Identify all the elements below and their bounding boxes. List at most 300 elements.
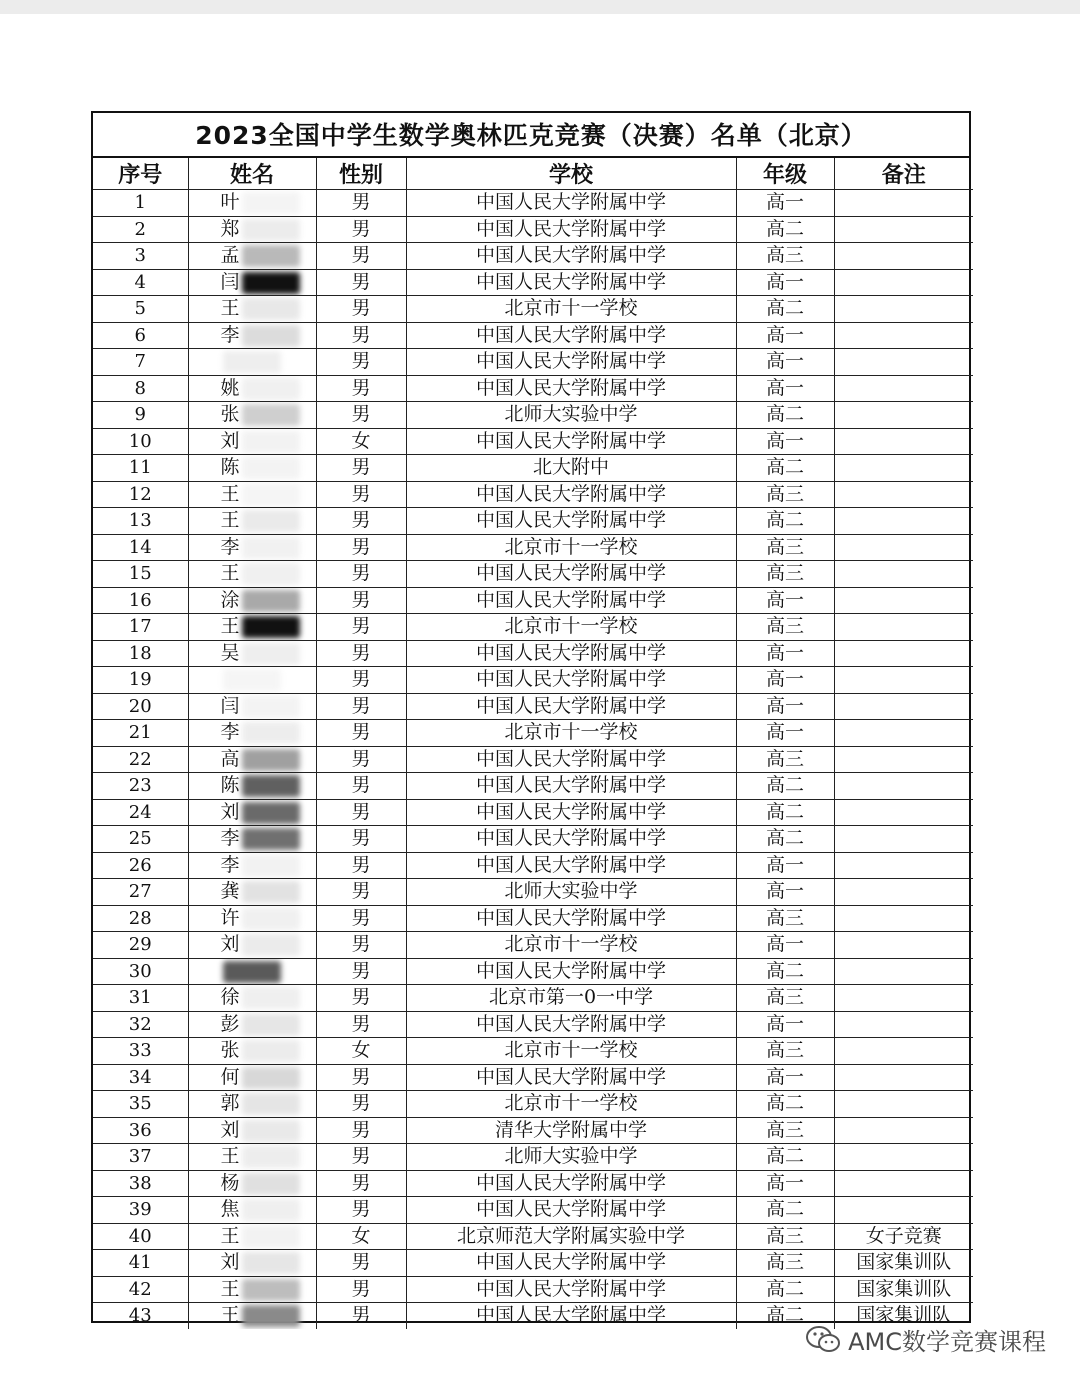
table-row — [93, 852, 973, 879]
cell-note — [834, 985, 973, 1012]
cell-gender: 男 — [316, 508, 406, 535]
cell-gender: 男 — [316, 1197, 406, 1224]
cell-note — [834, 1144, 973, 1171]
cell-no: 32 — [93, 1011, 188, 1038]
cell-no: 5 — [93, 296, 188, 323]
cell-no: 26 — [93, 852, 188, 879]
name-surname: 闫 — [220, 270, 240, 293]
cell-name — [188, 746, 316, 773]
table-row — [93, 1144, 973, 1171]
cell-school: 中国人民大学附属中学 — [406, 640, 736, 667]
name-redaction — [242, 749, 300, 771]
cell-no: 23 — [93, 773, 188, 800]
cell-grade: 高一 — [736, 693, 834, 720]
name-surname: 龚 — [220, 880, 240, 903]
table-row — [93, 216, 973, 243]
cell-note — [834, 322, 973, 349]
cell-gender: 女 — [316, 1038, 406, 1065]
cell-no: 11 — [93, 455, 188, 482]
cell-note: 国家集训队 — [834, 1276, 973, 1303]
cell-name — [188, 773, 316, 800]
name-redaction — [242, 537, 300, 559]
name-surname: 叶 — [220, 191, 240, 214]
top-bar — [0, 0, 1080, 14]
cell-no: 28 — [93, 905, 188, 932]
cell-note — [834, 932, 973, 959]
cell-name — [188, 296, 316, 323]
cell-grade: 高一 — [736, 349, 834, 376]
name-surname: 涂 — [220, 588, 240, 611]
cell-school: 北京市十一学校 — [406, 534, 736, 561]
cell-name — [188, 1303, 316, 1329]
name-surname: 刘 — [220, 429, 240, 452]
name-redaction — [242, 855, 300, 877]
name-surname: 杨 — [220, 1171, 240, 1194]
cell-grade: 高二 — [736, 1303, 834, 1329]
cell-school: 北大附中 — [406, 455, 736, 482]
cell-gender: 男 — [316, 243, 406, 270]
cell-gender: 男 — [316, 402, 406, 429]
cell-school: 中国人民大学附属中学 — [406, 428, 736, 455]
cell-note — [834, 1197, 973, 1224]
table-row — [93, 296, 973, 323]
cell-grade: 高一 — [736, 190, 834, 217]
cell-note: 女子竞赛 — [834, 1223, 973, 1250]
cell-gender: 男 — [316, 296, 406, 323]
name-redaction — [242, 219, 300, 241]
cell-school: 北京市十一学校 — [406, 720, 736, 747]
table-row — [93, 428, 973, 455]
cell-name — [188, 1038, 316, 1065]
name-surname: 何 — [220, 1065, 240, 1088]
name-redaction — [242, 1173, 300, 1195]
cell-note — [834, 1091, 973, 1118]
cell-school: 清华大学附属中学 — [406, 1117, 736, 1144]
cell-school: 中国人民大学附属中学 — [406, 243, 736, 270]
table-row — [93, 746, 973, 773]
cell-note — [834, 693, 973, 720]
cell-gender: 男 — [316, 1144, 406, 1171]
cell-note — [834, 746, 973, 773]
name-redaction — [242, 881, 300, 903]
name-surname: 张 — [220, 1039, 240, 1062]
cell-gender: 男 — [316, 322, 406, 349]
cell-gender: 男 — [316, 587, 406, 614]
name-surname: 刘 — [220, 1251, 240, 1274]
table-row — [93, 640, 973, 667]
cell-note — [834, 508, 973, 535]
cell-name — [188, 879, 316, 906]
table-row — [93, 720, 973, 747]
cell-school: 中国人民大学附属中学 — [406, 773, 736, 800]
name-redaction — [242, 431, 300, 453]
cell-school: 中国人民大学附属中学 — [406, 1303, 736, 1329]
cell-grade: 高三 — [736, 614, 834, 641]
cell-gender: 男 — [316, 640, 406, 667]
col-header-gender: 性别 — [316, 158, 406, 190]
cell-no: 29 — [93, 932, 188, 959]
name-surname: 王 — [220, 562, 240, 585]
cell-note — [834, 349, 973, 376]
cell-no: 1 — [93, 190, 188, 217]
cell-name — [188, 720, 316, 747]
col-header-name: 姓名 — [188, 158, 316, 190]
cell-no: 19 — [93, 667, 188, 694]
cell-name — [188, 826, 316, 853]
cell-no: 9 — [93, 402, 188, 429]
cell-note — [834, 1038, 973, 1065]
cell-school: 中国人民大学附属中学 — [406, 1276, 736, 1303]
cell-school: 北京市十一学校 — [406, 932, 736, 959]
cell-gender: 男 — [316, 879, 406, 906]
cell-grade: 高一 — [736, 428, 834, 455]
name-redaction — [242, 987, 300, 1009]
cell-gender: 男 — [316, 349, 406, 376]
cell-grade: 高二 — [736, 296, 834, 323]
cell-name — [188, 1250, 316, 1277]
cell-school: 北京市十一学校 — [406, 1091, 736, 1118]
name-redaction — [242, 1093, 300, 1115]
cell-grade: 高三 — [736, 1117, 834, 1144]
name-redaction — [242, 457, 300, 479]
name-redaction — [242, 616, 300, 638]
cell-school: 中国人民大学附属中学 — [406, 349, 736, 376]
cell-grade: 高一 — [736, 879, 834, 906]
cell-grade: 高三 — [736, 1038, 834, 1065]
name-surname: 刘 — [220, 800, 240, 823]
name-redaction — [242, 1146, 300, 1168]
cell-note — [834, 216, 973, 243]
cell-gender: 男 — [316, 958, 406, 985]
col-header-no: 序号 — [93, 158, 188, 190]
roster-body — [93, 190, 973, 1329]
cell-gender: 男 — [316, 1303, 406, 1329]
cell-gender: 男 — [316, 799, 406, 826]
cell-note — [834, 826, 973, 853]
cell-no: 12 — [93, 481, 188, 508]
name-surname: 刘 — [220, 933, 240, 956]
table-row — [93, 1170, 973, 1197]
cell-school: 中国人民大学附属中学 — [406, 667, 736, 694]
cell-school: 中国人民大学附属中学 — [406, 693, 736, 720]
cell-grade: 高一 — [736, 1170, 834, 1197]
table-row — [93, 1038, 973, 1065]
name-redaction — [242, 828, 300, 850]
name-surname: 李 — [220, 721, 240, 744]
name-surname: 王 — [220, 1304, 240, 1327]
cell-name — [188, 958, 316, 985]
table-row — [93, 879, 973, 906]
cell-grade: 高三 — [736, 905, 834, 932]
cell-grade: 高一 — [736, 1011, 834, 1038]
cell-name — [188, 1197, 316, 1224]
table-row — [93, 1091, 973, 1118]
cell-name — [188, 1064, 316, 1091]
cell-gender: 男 — [316, 216, 406, 243]
cell-note — [834, 534, 973, 561]
cell-no: 38 — [93, 1170, 188, 1197]
name-redaction — [223, 351, 281, 373]
table-row — [93, 826, 973, 853]
cell-no: 22 — [93, 746, 188, 773]
table-row — [93, 587, 973, 614]
table-row — [93, 799, 973, 826]
table-row — [93, 375, 973, 402]
cell-no: 4 — [93, 269, 188, 296]
cell-name — [188, 905, 316, 932]
cell-name — [188, 1276, 316, 1303]
cell-grade: 高三 — [736, 1223, 834, 1250]
cell-name — [188, 455, 316, 482]
name-surname: 王 — [220, 1145, 240, 1168]
cell-gender: 男 — [316, 932, 406, 959]
col-header-grade: 年级 — [736, 158, 834, 190]
cell-gender: 男 — [316, 455, 406, 482]
cell-note — [834, 720, 973, 747]
cell-no: 20 — [93, 693, 188, 720]
table-row — [93, 1011, 973, 1038]
cell-grade: 高三 — [736, 561, 834, 588]
name-redaction — [242, 192, 300, 214]
cell-gender: 男 — [316, 534, 406, 561]
cell-grade: 高二 — [736, 402, 834, 429]
cell-no: 10 — [93, 428, 188, 455]
cell-name — [188, 402, 316, 429]
roster-table — [93, 158, 973, 1329]
cell-name — [188, 1170, 316, 1197]
cell-note — [834, 879, 973, 906]
cell-gender: 男 — [316, 190, 406, 217]
table-row — [93, 561, 973, 588]
cell-note — [834, 190, 973, 217]
cell-gender: 男 — [316, 1091, 406, 1118]
name-surname: 姚 — [220, 376, 240, 399]
name-surname: 张 — [220, 403, 240, 426]
name-surname: 许 — [220, 906, 240, 929]
cell-no: 41 — [93, 1250, 188, 1277]
cell-no: 33 — [93, 1038, 188, 1065]
cell-no: 17 — [93, 614, 188, 641]
table-row — [93, 614, 973, 641]
name-redaction — [242, 696, 300, 718]
cell-school: 北京市十一学校 — [406, 1038, 736, 1065]
cell-school: 中国人民大学附属中学 — [406, 852, 736, 879]
name-redaction — [242, 298, 300, 320]
cell-school: 中国人民大学附属中学 — [406, 1064, 736, 1091]
name-surname: 王 — [220, 615, 240, 638]
cell-grade: 高二 — [736, 1276, 834, 1303]
cell-no: 25 — [93, 826, 188, 853]
cell-gender: 男 — [316, 905, 406, 932]
cell-school: 中国人民大学附属中学 — [406, 746, 736, 773]
name-redaction — [242, 590, 300, 612]
cell-note — [834, 905, 973, 932]
cell-name — [188, 852, 316, 879]
cell-name — [188, 1223, 316, 1250]
cell-gender: 男 — [316, 1170, 406, 1197]
cell-no: 15 — [93, 561, 188, 588]
table-row — [93, 932, 973, 959]
cell-school: 中国人民大学附属中学 — [406, 958, 736, 985]
cell-no: 36 — [93, 1117, 188, 1144]
table-row — [93, 1117, 973, 1144]
cell-grade: 高二 — [736, 773, 834, 800]
cell-school: 中国人民大学附属中学 — [406, 375, 736, 402]
cell-grade: 高一 — [736, 322, 834, 349]
name-redaction — [242, 1120, 300, 1142]
cell-no: 21 — [93, 720, 188, 747]
cell-note — [834, 269, 973, 296]
col-header-school: 学校 — [406, 158, 736, 190]
cell-grade: 高一 — [736, 587, 834, 614]
cell-name — [188, 428, 316, 455]
name-surname: 刘 — [220, 1118, 240, 1141]
cell-no: 42 — [93, 1276, 188, 1303]
name-redaction — [242, 1252, 300, 1274]
cell-school: 中国人民大学附属中学 — [406, 1197, 736, 1224]
cell-school: 中国人民大学附属中学 — [406, 269, 736, 296]
name-surname: 王 — [220, 1277, 240, 1300]
cell-grade: 高三 — [736, 534, 834, 561]
name-surname: 郭 — [220, 1092, 240, 1115]
cell-no: 8 — [93, 375, 188, 402]
cell-no: 6 — [93, 322, 188, 349]
cell-grade: 高一 — [736, 667, 834, 694]
name-redaction — [242, 1067, 300, 1089]
cell-grade: 高三 — [736, 985, 834, 1012]
cell-no: 7 — [93, 349, 188, 376]
cell-name — [188, 481, 316, 508]
page-title: 2023全国中学生数学奥林匹克竞赛（决赛）名单（北京） — [93, 113, 969, 158]
cell-grade: 高一 — [736, 269, 834, 296]
cell-note — [834, 296, 973, 323]
cell-no: 3 — [93, 243, 188, 270]
table-row — [93, 1250, 973, 1277]
cell-school: 中国人民大学附属中学 — [406, 481, 736, 508]
table-row — [93, 481, 973, 508]
cell-gender: 男 — [316, 720, 406, 747]
cell-school: 中国人民大学附属中学 — [406, 799, 736, 826]
cell-no: 2 — [93, 216, 188, 243]
cell-name — [188, 508, 316, 535]
cell-school: 北京市十一学校 — [406, 296, 736, 323]
cell-grade: 高一 — [736, 932, 834, 959]
name-surname: 王 — [220, 482, 240, 505]
table-row — [93, 455, 973, 482]
cell-school: 中国人民大学附属中学 — [406, 561, 736, 588]
cell-grade: 高二 — [736, 1144, 834, 1171]
cell-no: 16 — [93, 587, 188, 614]
cell-school: 中国人民大学附属中学 — [406, 322, 736, 349]
cell-name — [188, 190, 316, 217]
name-surname: 吴 — [220, 641, 240, 664]
table-row — [93, 958, 973, 985]
cell-name — [188, 799, 316, 826]
name-redaction — [223, 669, 281, 691]
table-row — [93, 269, 973, 296]
cell-no: 40 — [93, 1223, 188, 1250]
cell-school: 北师大实验中学 — [406, 1144, 736, 1171]
cell-no: 43 — [93, 1303, 188, 1329]
cell-gender: 男 — [316, 561, 406, 588]
cell-no: 13 — [93, 508, 188, 535]
name-redaction — [242, 1226, 300, 1248]
name-redaction — [242, 908, 300, 930]
cell-grade: 高三 — [736, 243, 834, 270]
table-row — [93, 773, 973, 800]
cell-note — [834, 587, 973, 614]
cell-school: 北师大实验中学 — [406, 402, 736, 429]
name-surname: 李 — [220, 827, 240, 850]
cell-name — [188, 243, 316, 270]
cell-gender: 女 — [316, 428, 406, 455]
table-row — [93, 1064, 973, 1091]
name-surname: 王 — [220, 1224, 240, 1247]
cell-gender: 男 — [316, 852, 406, 879]
cell-no: 31 — [93, 985, 188, 1012]
cell-gender: 男 — [316, 693, 406, 720]
cell-school: 中国人民大学附属中学 — [406, 1011, 736, 1038]
cell-note: 国家集训队 — [834, 1250, 973, 1277]
cell-grade: 高一 — [736, 640, 834, 667]
cell-school: 中国人民大学附属中学 — [406, 587, 736, 614]
cell-school: 中国人民大学附属中学 — [406, 905, 736, 932]
name-redaction — [242, 1305, 300, 1327]
name-surname: 闫 — [220, 694, 240, 717]
name-redaction — [242, 643, 300, 665]
table-row — [93, 402, 973, 429]
cell-grade: 高一 — [736, 1064, 834, 1091]
cell-grade: 高二 — [736, 1197, 834, 1224]
cell-note — [834, 243, 973, 270]
cell-grade: 高二 — [736, 958, 834, 985]
name-redaction — [242, 510, 300, 532]
header-row — [93, 158, 973, 190]
cell-school: 中国人民大学附属中学 — [406, 1170, 736, 1197]
cell-note — [834, 799, 973, 826]
table-row — [93, 693, 973, 720]
cell-name — [188, 375, 316, 402]
name-surname: 李 — [220, 535, 240, 558]
cell-grade: 高二 — [736, 1091, 834, 1118]
cell-name — [188, 667, 316, 694]
cell-gender: 男 — [316, 746, 406, 773]
cell-gender: 男 — [316, 1276, 406, 1303]
name-redaction — [242, 934, 300, 956]
name-surname: 李 — [220, 323, 240, 346]
col-header-note: 备注 — [834, 158, 973, 190]
cell-note — [834, 1170, 973, 1197]
name-redaction — [242, 378, 300, 400]
name-surname: 陈 — [220, 456, 240, 479]
cell-name — [188, 561, 316, 588]
cell-name — [188, 216, 316, 243]
cell-gender: 男 — [316, 985, 406, 1012]
cell-note — [834, 640, 973, 667]
cell-grade: 高一 — [736, 720, 834, 747]
table-row — [93, 1223, 973, 1250]
watermark-text: AMC数学竞赛课程 — [848, 1327, 1046, 1356]
cell-grade: 高二 — [736, 455, 834, 482]
name-redaction — [242, 325, 300, 347]
name-surname: 王 — [220, 509, 240, 532]
cell-name — [188, 1144, 316, 1171]
cell-gender: 男 — [316, 1117, 406, 1144]
table-row — [93, 985, 973, 1012]
name-redaction — [242, 245, 300, 267]
cell-school: 北京市第一0一中学 — [406, 985, 736, 1012]
table-row — [93, 508, 973, 535]
